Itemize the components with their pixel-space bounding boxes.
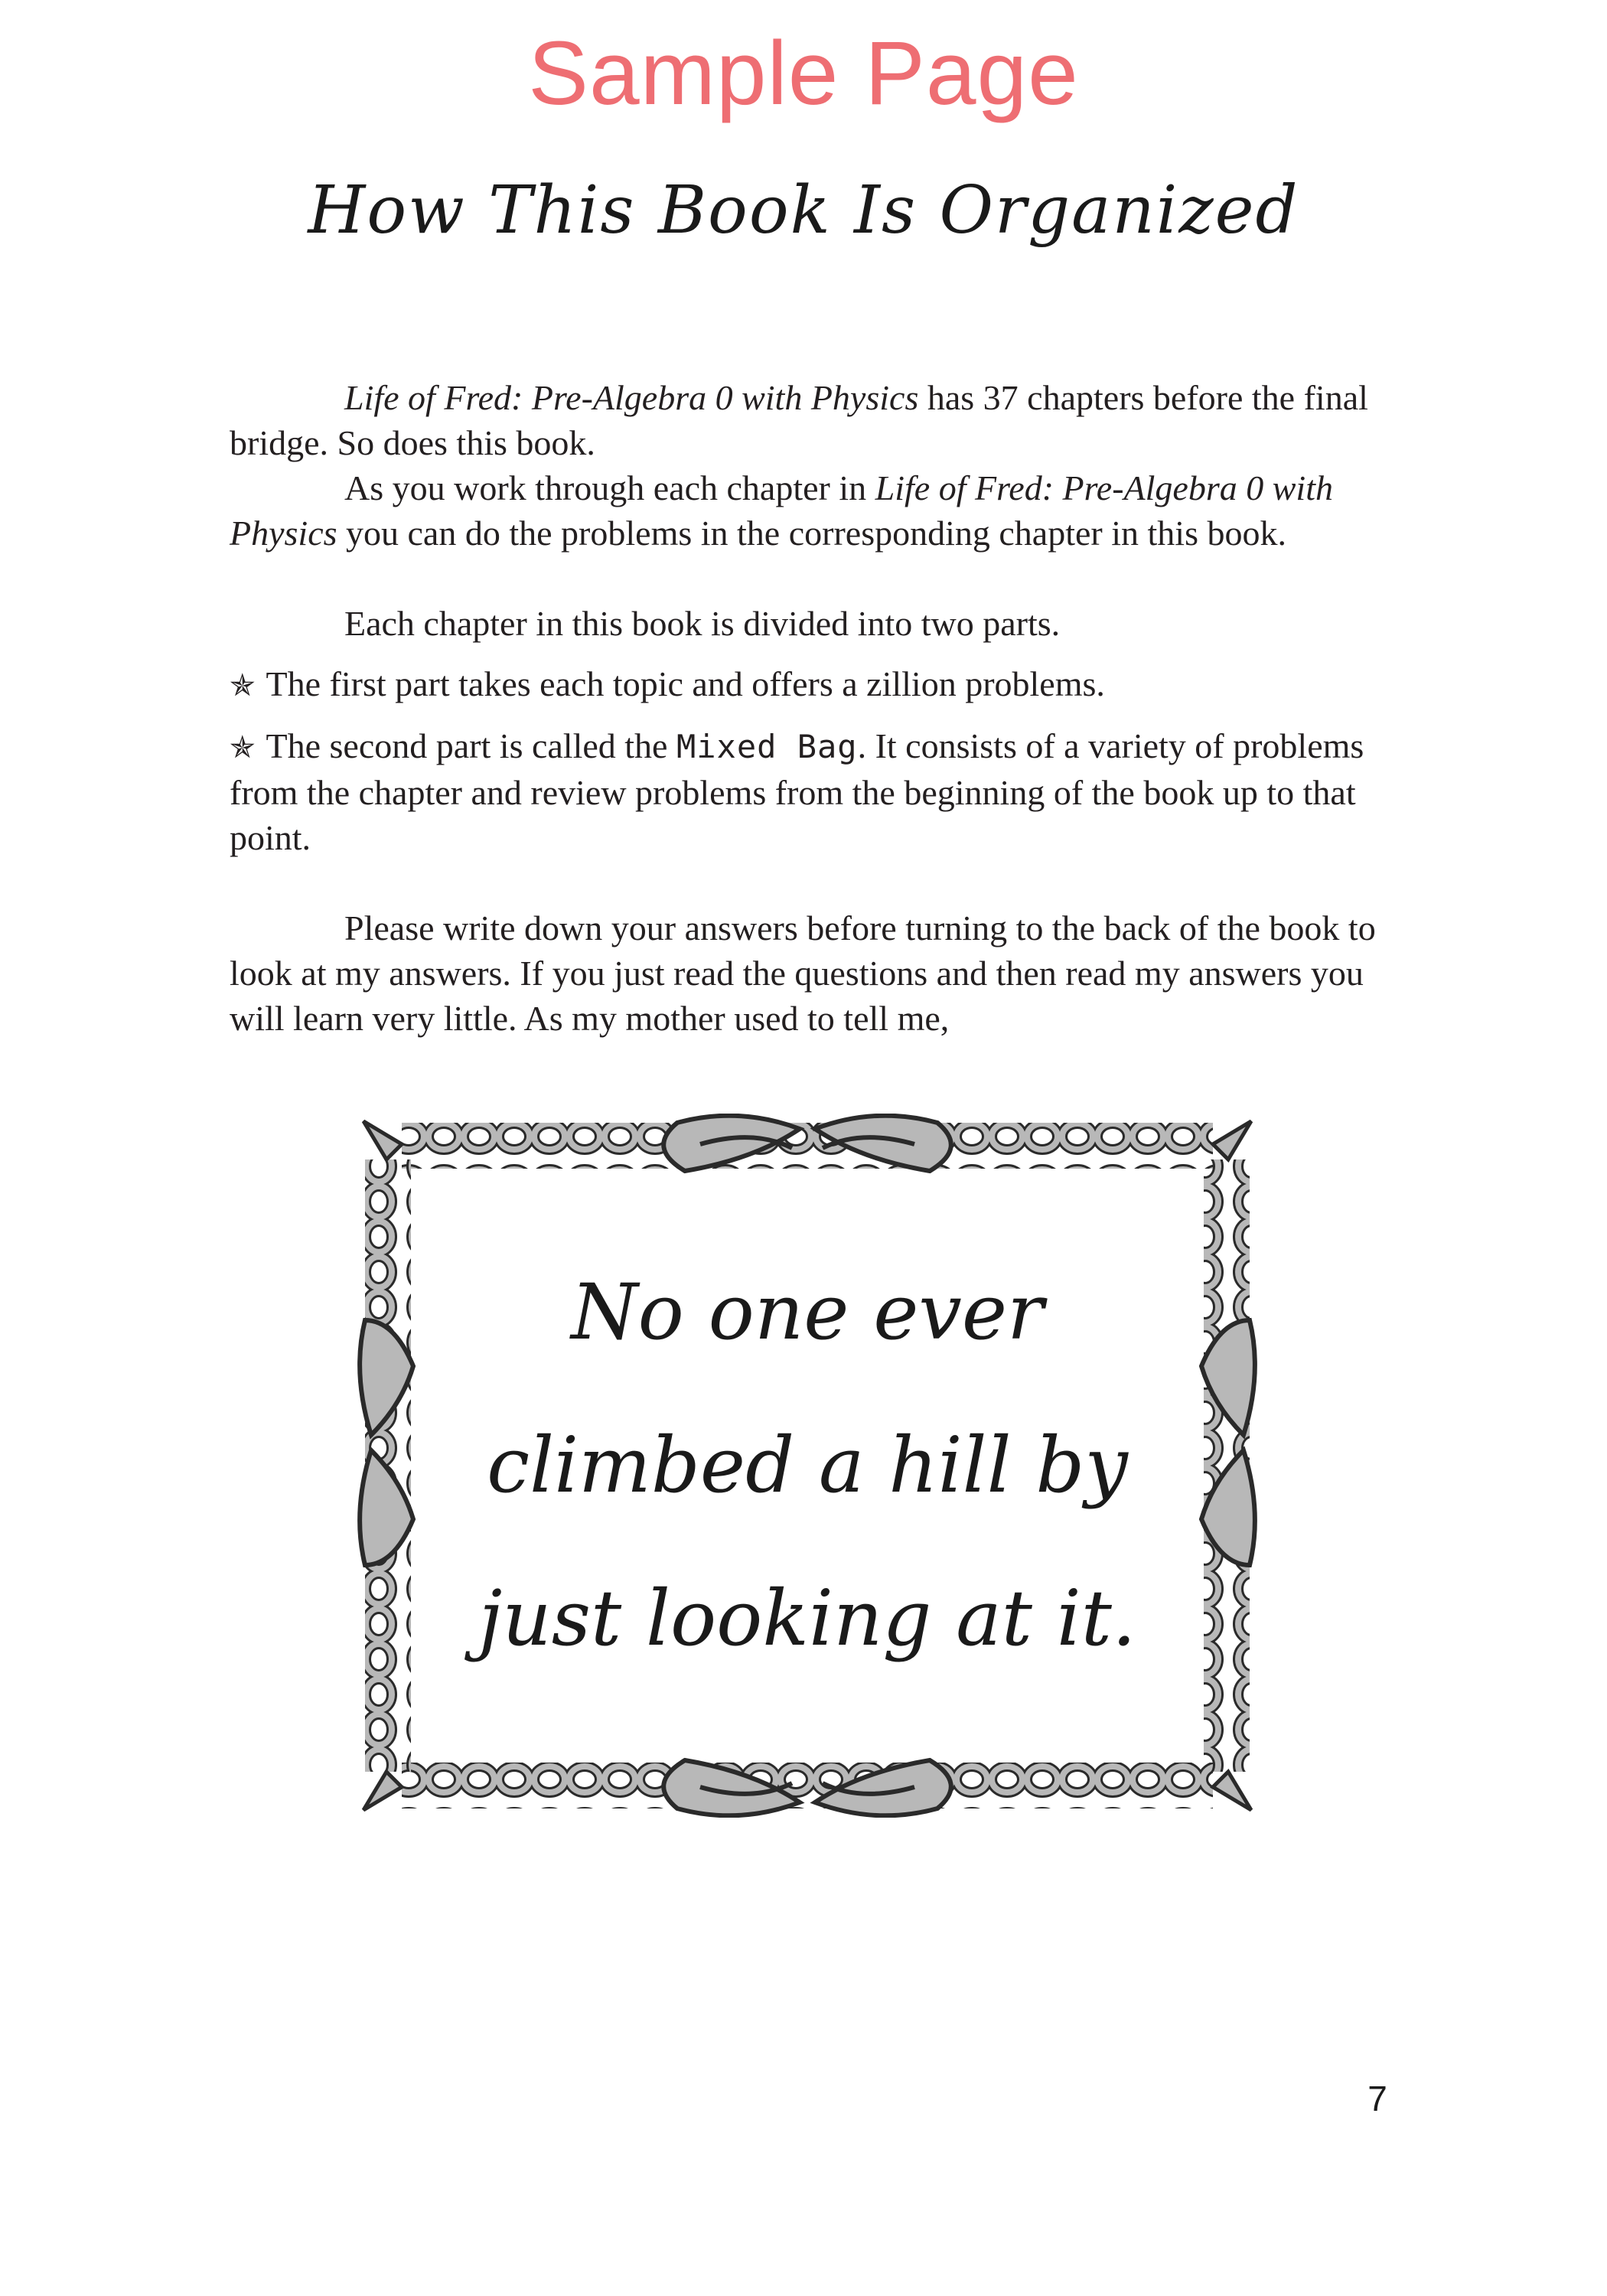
quote-box	[356, 1114, 1259, 1818]
quote-line-3: just looking at it.	[478, 1574, 1136, 1663]
paragraph-work-start: As you work through each chapter in	[344, 468, 875, 507]
paragraph-work-through	[230, 465, 1393, 556]
book-title-italic: Life of Fred: Pre-Algebra 0 with Physics	[344, 378, 919, 417]
quote-line-1: No one ever	[571, 1267, 1044, 1357]
book-title-italic-2: Life of Fred: Pre-Algebra 0 with Physics	[230, 468, 1333, 553]
paragraph-intro-rest: has 37 chapters before the final bridge. So does this book.	[230, 378, 1368, 462]
paragraph-divided: Each chapter in this book is divided into two parts.	[344, 604, 1061, 643]
mixed-bag-label: Mixed Bag	[676, 728, 858, 765]
page-number: 7	[1367, 2079, 1387, 2118]
body-text	[230, 375, 1393, 1041]
star-outline-icon: ✯	[230, 668, 256, 703]
bullet-second-part	[230, 723, 1393, 860]
chapter-title: How This Book Is Organized	[308, 172, 1299, 249]
bullet-second-rest: . It consists of a variety of problems from the chapter and review problems from the beginning of the book up to that point.	[230, 726, 1364, 857]
star-outline-icon: ✯	[230, 730, 256, 765]
paragraph-intro	[230, 375, 1393, 465]
sample-page-watermark: Sample Page	[528, 23, 1079, 124]
quote-line-2: climbed a hill by	[487, 1420, 1128, 1510]
bullet-first-part	[230, 661, 1393, 708]
bullet-second-start: The second part is called the	[266, 726, 676, 765]
paragraph-write-answers: Please write down your answers before turning to the back of the book to look at my answers. If you just read the questions and then read my answers you will learn very little. As my mother used to tell me,	[230, 908, 1376, 1038]
bullet-first-text: The first part takes each topic and offers a zillion problems.	[266, 664, 1105, 703]
paragraph-work-rest: you can do the problems in the corresponding chapter in this book.	[337, 514, 1286, 553]
